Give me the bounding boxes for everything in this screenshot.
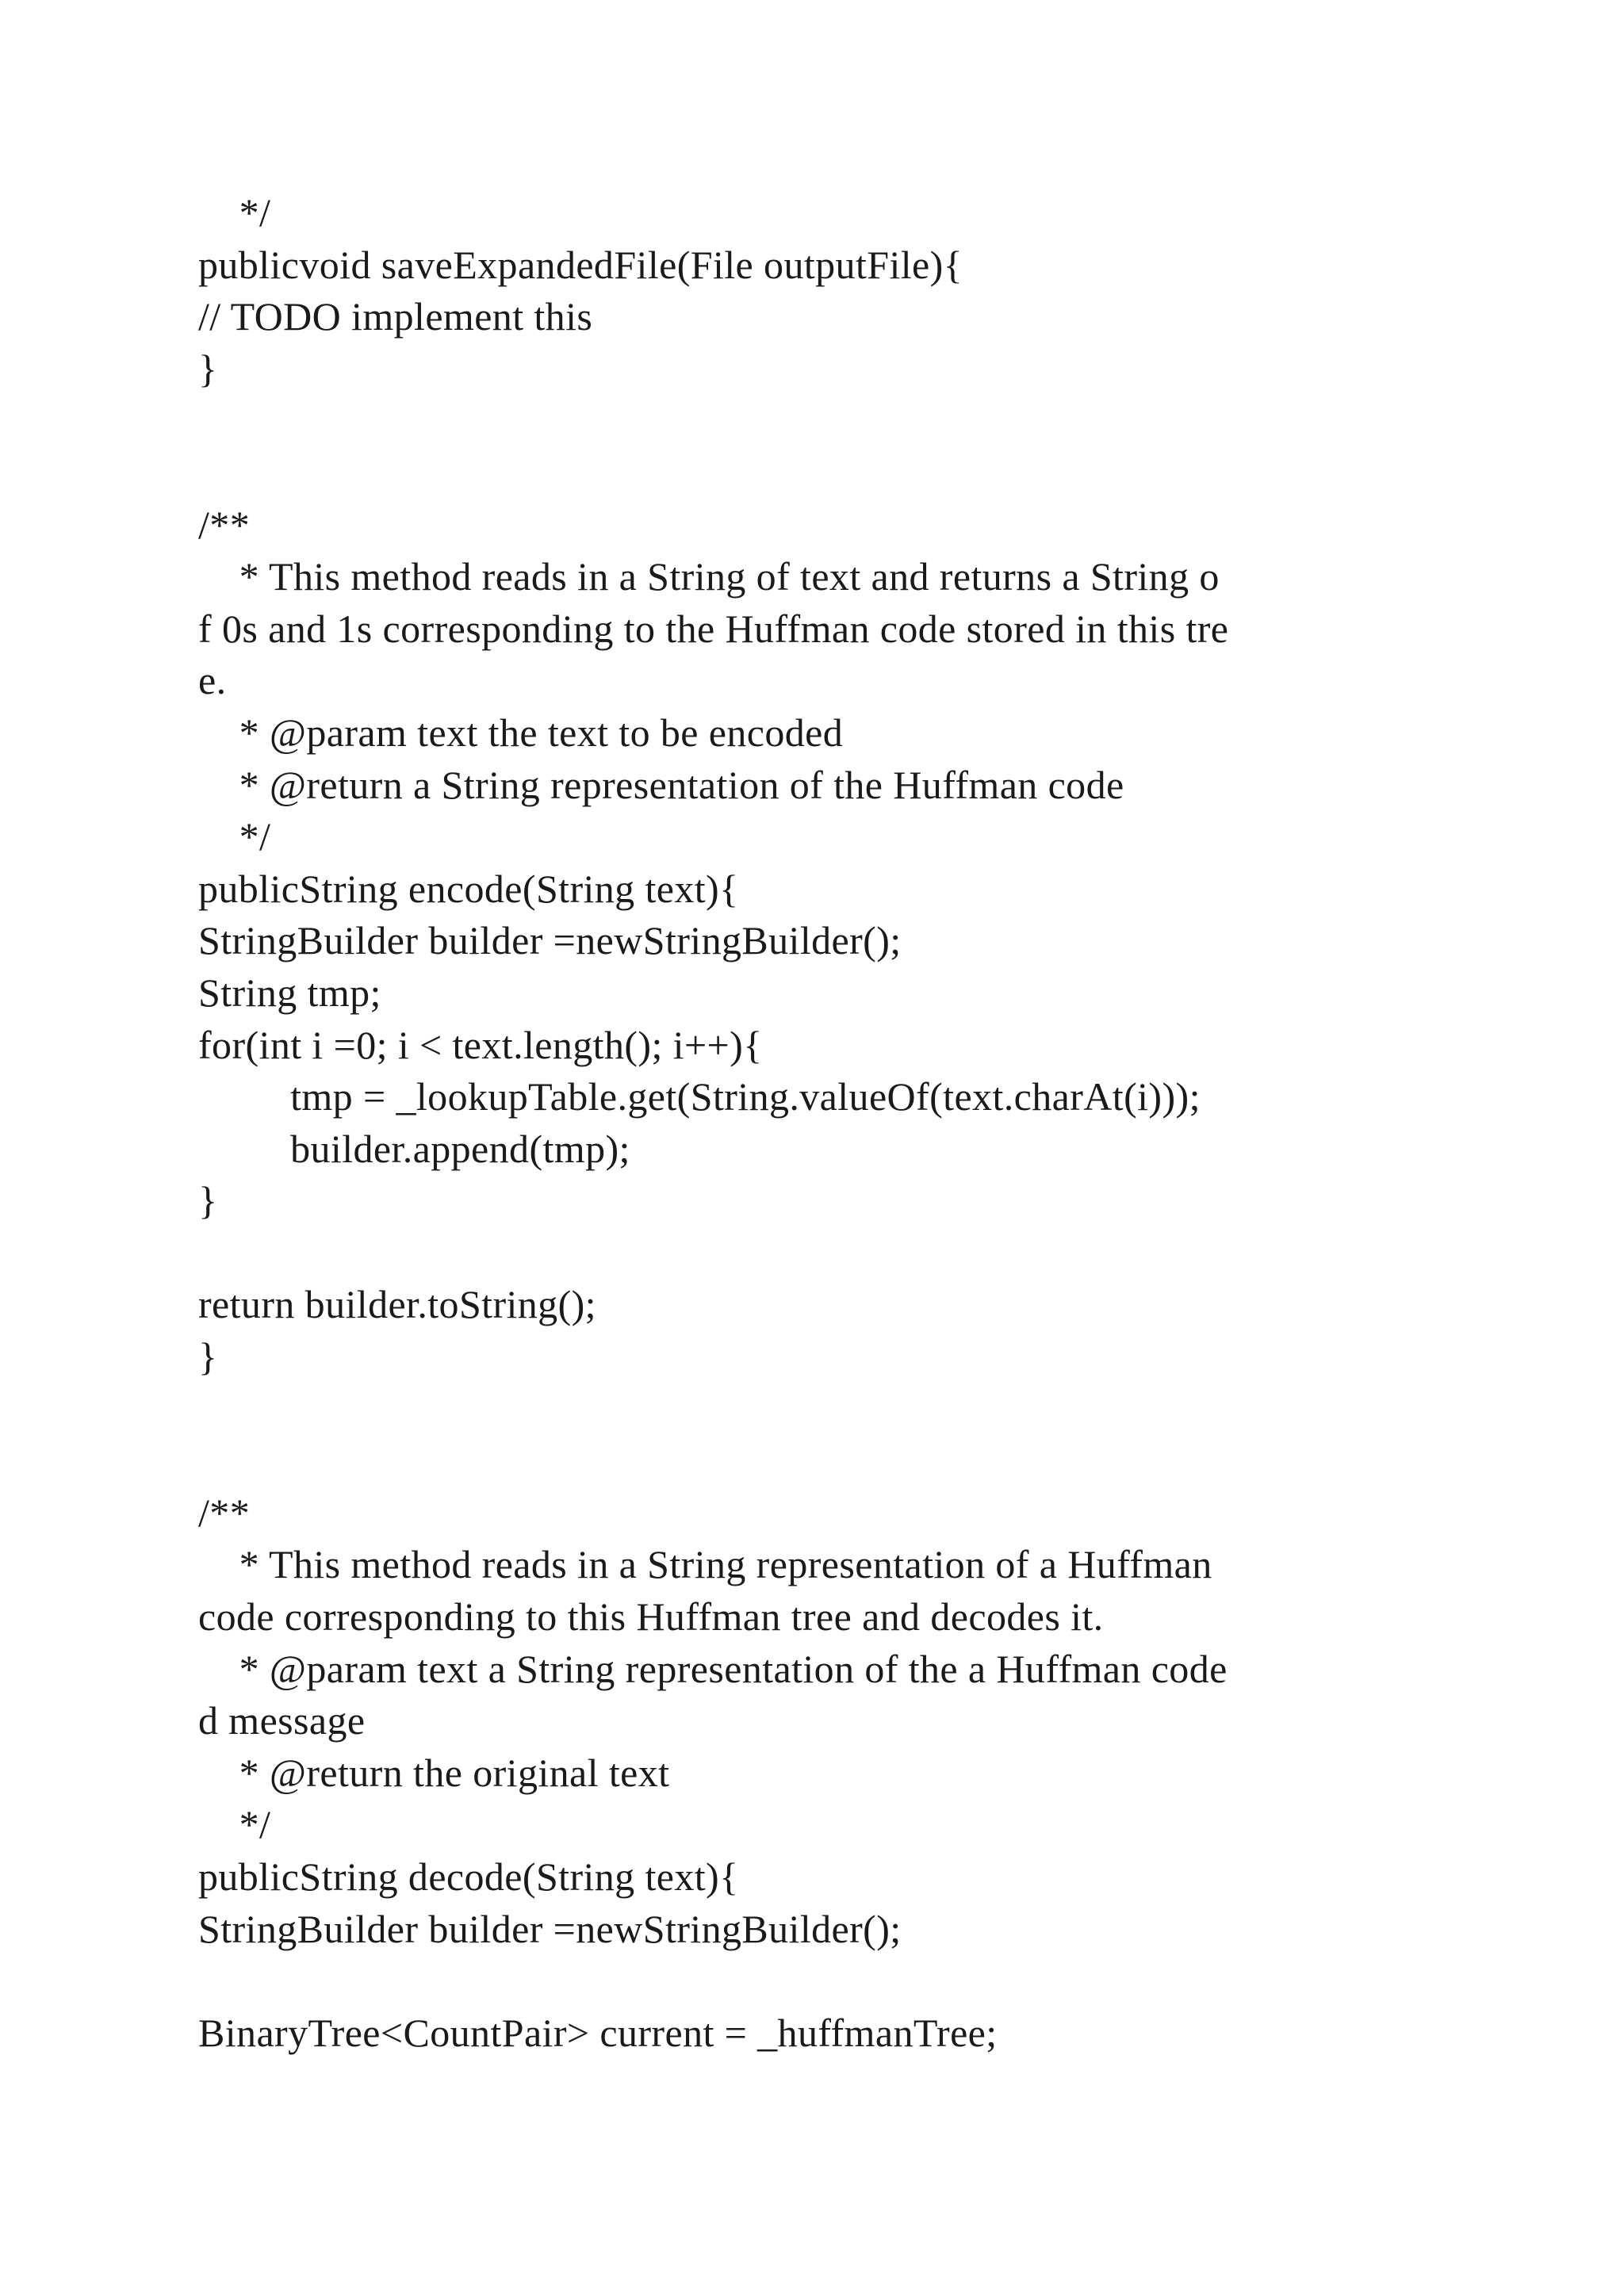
text-line: BinaryTree<CountPair> current = _huffmanTree; [198,2010,998,2055]
text-line: StringBuilder builder =newStringBuilder(); [198,1906,902,1951]
text-line: String tmp; [198,970,381,1015]
text-line: publicString encode(String text){ [198,866,739,911]
text-line: } [198,1334,218,1380]
text-line [198,1435,1467,1487]
text-line: return builder.toString(); [198,1282,596,1327]
text-line: publicString decode(String text){ [198,1854,739,1899]
text-line [198,447,1467,499]
text-line: for(int i =0; i < text.length(); i++){ [198,1022,763,1067]
text-line: * @param text a String representation of the a Huffman code [198,1646,1228,1691]
text-line: // TODO implement this [198,294,593,339]
text-line: } [198,1178,218,1223]
text-line: /** [198,502,251,547]
text-line [198,1955,1467,2007]
text-line [198,1383,1467,1436]
text-line: * @param text the text to be encoded [198,710,844,755]
code-text-block [198,187,1467,2059]
text-line [198,395,1467,447]
text-line: */ [198,190,271,235]
text-line [198,1227,1467,1280]
text-line: d message [198,1698,366,1743]
text-line: * This method reads in a String representation of a Huffman [198,1542,1212,1587]
text-line: f 0s and 1s corresponding to the Huffman code stored in this tre [198,606,1229,651]
text-line: tmp = _lookupTable.get(String.valueOf(text.charAt(i))); [198,1074,1201,1119]
text-line: * @return the original text [198,1750,670,1795]
text-line: } [198,346,218,391]
text-line: StringBuilder builder =newStringBuilder(); [198,918,902,963]
text-line: */ [198,814,271,859]
text-line: */ [198,1802,271,1847]
text-line: publicvoid saveExpandedFile(File outputFile){ [198,242,963,287]
text-line: /** [198,1490,251,1535]
text-line: * This method reads in a String of text and returns a String o [198,554,1220,599]
text-line: code corresponding to this Huffman tree and decodes it. [198,1594,1104,1640]
text-line: e. [198,658,227,703]
text-line: builder.append(tmp); [198,1126,630,1171]
text-line: * @return a String representation of the Huffman code [198,762,1124,807]
